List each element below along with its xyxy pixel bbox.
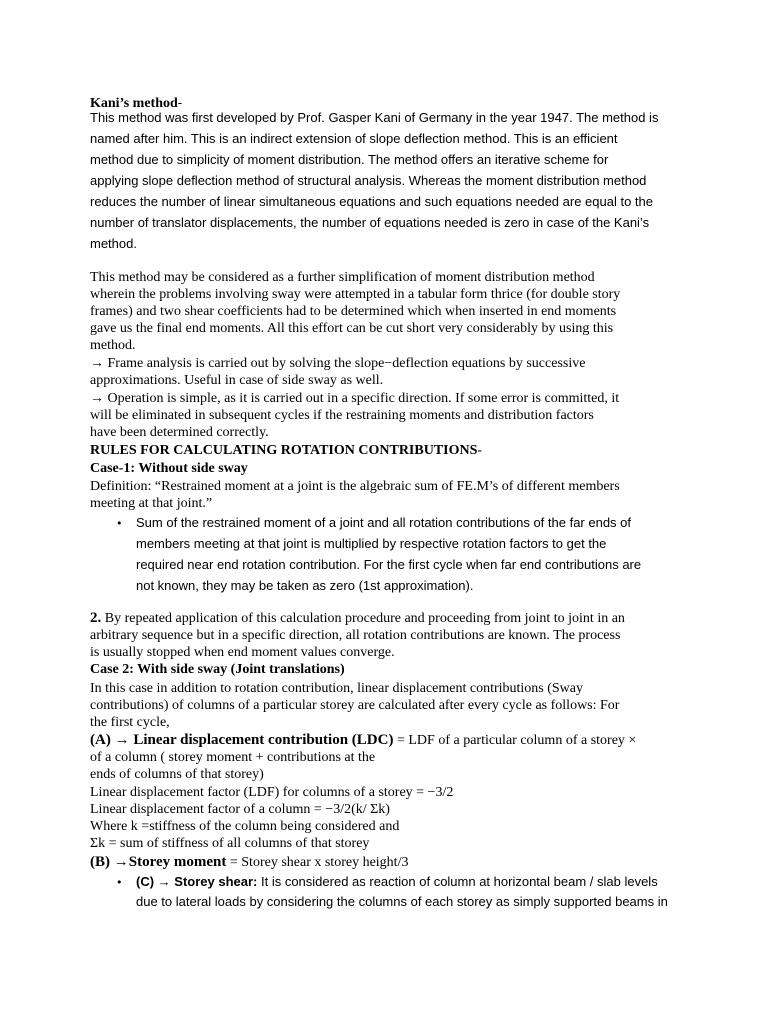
- para2-line: approximations. Useful in case of side sway as well.: [90, 373, 384, 388]
- para2-line: have been determined correctly.: [90, 425, 269, 440]
- where-k: Where k =stiffness of the column being considered and: [90, 819, 400, 834]
- para2-line: frames) and two shear coefficients had to be determined which when inserted in end moments: [90, 304, 617, 319]
- intro-line: reduces the number of linear simultaneous equations and such equations needed are equal to the: [90, 194, 653, 209]
- para2-line: This method may be considered as a further simplification of moment distribution method: [90, 270, 595, 285]
- intro-line: number of translator displacements, the number of equations needed is zero in case of the Kani’s: [90, 215, 650, 230]
- heading-title: Kani’s method: [90, 96, 178, 111]
- para2-line: gave us the final end moments. All this effort can be cut short very considerably by using this: [90, 321, 614, 336]
- storey-moment-label: (B) →Storey moment: [90, 854, 227, 870]
- intro-line: applying slope deflection method of structural analysis. Whereas the moment distribution method: [90, 173, 647, 188]
- bullet-icon: •: [116, 876, 123, 889]
- rules-heading: [90, 444, 482, 458]
- point2-line: [90, 611, 625, 626]
- case2-intro-line: In this case in addition to rotation contribution, linear displacement contributions (Sway: [90, 681, 584, 696]
- storey-shear-line-2: due to lateral loads by considering the columns of each storey as simply supported beams in: [136, 894, 668, 909]
- sum-k: Σk = sum of stiffness of all columns of that storey: [90, 836, 370, 851]
- intro-line: method.: [90, 236, 137, 251]
- para2-line: will be eliminated in subsequent cycles if the restraining moments and distribution factors: [90, 408, 594, 423]
- case2-intro-line: the first cycle,: [90, 715, 170, 730]
- rules-dash: -: [477, 443, 483, 458]
- storey-shear-text: It is considered as reaction of column at horizontal beam / slab levels: [257, 874, 658, 889]
- storey-moment-line: [90, 855, 408, 870]
- para2-line: method.: [90, 338, 136, 353]
- point2-line: is usually stopped when end moment values converge.: [90, 645, 395, 660]
- case1-title: Case-1: Without side sway: [90, 461, 248, 476]
- ldc-label: (A) → Linear displacement contribution (LDC): [90, 732, 394, 748]
- point2-text: By repeated application of this calculation procedure and proceeding from joint to joint in an: [101, 611, 625, 626]
- point2-number: 2.: [90, 610, 102, 626]
- ldc-line: [90, 733, 636, 748]
- bullet-icon: •: [116, 517, 123, 530]
- para2-line: → Frame analysis is carried out by solving the slope−deflection equations by successive: [90, 356, 586, 371]
- storey-shear-line: [136, 875, 658, 888]
- case2-title: Case 2: With side sway (Joint translations): [90, 662, 345, 677]
- para2-line: → Operation is simple, as it is carried out in a specific direction. If some error is committed, it: [90, 391, 620, 406]
- storey-moment-text: = Storey shear x storey height/3: [226, 855, 409, 870]
- ldf-column: Linear displacement factor of a column = −3/2(k/ Σk): [90, 802, 390, 817]
- point2-line: arbitrary sequence but in a specific direction, all rotation contributions are known. The process: [90, 628, 621, 643]
- ldc-text: = LDF of a particular column of a storey ×: [393, 733, 637, 748]
- heading-dash: -: [177, 95, 183, 110]
- case1-bullet-line: not known, they may be taken as zero (1st approximation).: [136, 578, 474, 593]
- ldf-storey: Linear displacement factor (LDF) for columns of a storey = −3/2: [90, 785, 454, 800]
- intro-line: method due to simplicity of moment distribution. The method offers an iterative scheme for: [90, 152, 609, 167]
- case1-bullet-line: members meeting at that joint is multiplied by respective rotation factors to get the: [136, 536, 607, 551]
- ldc-line-2: of a column ( storey moment + contributions at the: [90, 750, 376, 765]
- case2-intro-line: contributions) of columns of a particular storey are calculated after every cycle as follows: For: [90, 698, 620, 713]
- intro-line: named after him. This is an indirect extension of slope deflection method. This is an efficient: [90, 131, 618, 146]
- case1-bullet-line: required near end rotation contribution. For the first cycle when far end contributions are: [136, 557, 642, 572]
- ldc-line-3: ends of columns of that storey): [90, 767, 264, 782]
- intro-line: This method was first developed by Prof. Gasper Kani of Germany in the year 1947. The method is: [90, 110, 659, 125]
- case1-bullet-line: Sum of the restrained moment of a joint and all rotation contributions of the far ends of: [136, 515, 632, 530]
- heading: [90, 96, 182, 111]
- case1-definition: meeting at that joint.”: [90, 496, 213, 511]
- storey-shear-label: (C) → Storey shear:: [136, 874, 258, 889]
- para2-line: wherein the problems involving sway were attempted in a tabular form thrice (for double story: [90, 287, 621, 302]
- rules-title: RULES FOR CALCULATING ROTATION CONTRIBUTIONS: [90, 443, 478, 458]
- case1-definition: Definition: “Restrained moment at a joint is the algebraic sum of FE.M’s of different members: [90, 479, 620, 494]
